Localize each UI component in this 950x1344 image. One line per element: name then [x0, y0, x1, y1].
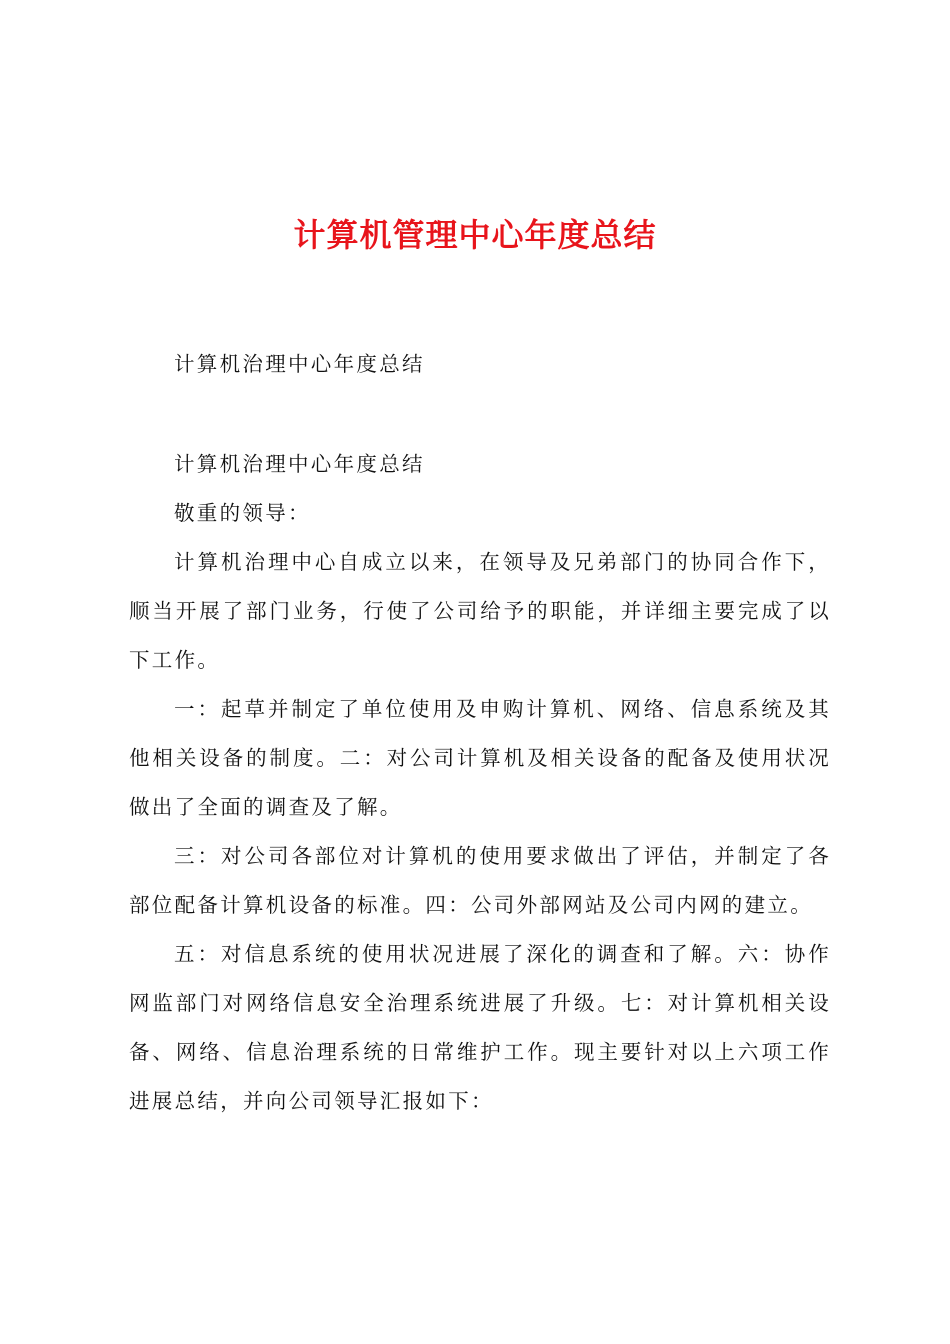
body-paragraph-intro: 计算机治理中心自成立以来，在领导及兄弟部门的协同合作下，顺当开展了部门业务，行使了公司给予的职能，并详细主要完成了以下工作。: [129, 550, 831, 672]
body-paragraph-salutation: 敬重的领导：: [174, 501, 311, 525]
document-title: 计算机管理中心年度总结: [293, 216, 657, 254]
body-paragraph-subtitle-1: 计算机治理中心年度总结: [174, 352, 425, 376]
body-paragraph-items-1-2: 一：起草并制定了单位使用及申购计算机、网络、信息系统及其他相关设备的制度。二：对公司计算机及相关设备的配备及使用状况做出了全面的调查及了解。: [129, 697, 831, 819]
body-paragraph-subtitle-2: 计算机治理中心年度总结: [174, 452, 425, 476]
body-paragraph-items-3-4: 三：对公司各部位对计算机的使用要求做出了评估，并制定了各部位配备计算机设备的标准。四：公司外部网站及公司内网的建立。: [129, 844, 831, 917]
body-paragraph-items-5-7: 五：对信息系统的使用状况进展了深化的调查和了解。六：协作网监部门对网络信息安全治理系统进展了升级。七：对计算机相关设备、网络、信息治理系统的日常维护工作。现主要针对以上六项工作进展总结，并向公司领导汇报如下：: [129, 942, 831, 1113]
document-body: [129, 340, 831, 1126]
